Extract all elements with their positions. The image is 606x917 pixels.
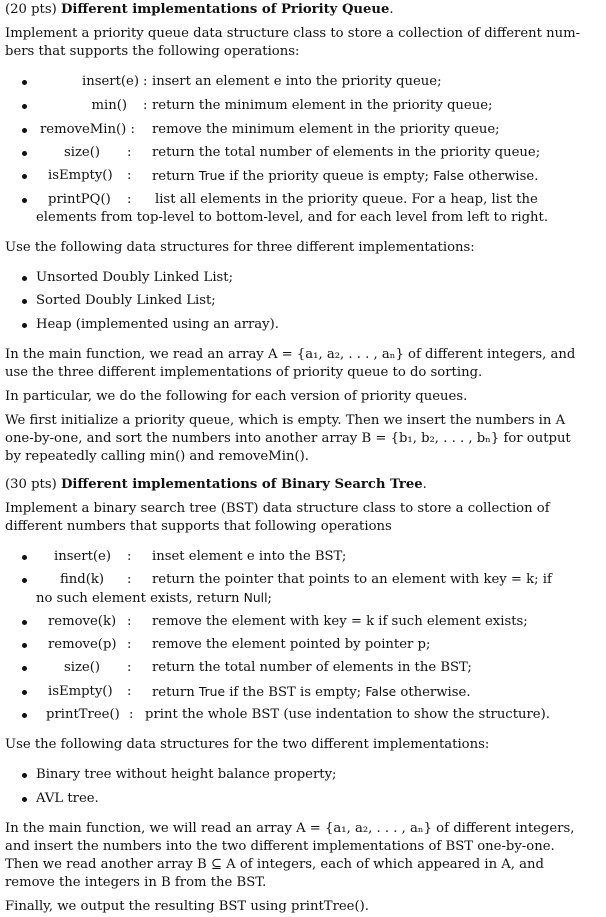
document-page: (20 pts) Different implementations of Priority Queue. Implement a priority queue data structure class to store a collection of different num- bers that supports the following operations: insert(e) : insert an element e into the priority queue; min() : return the minimum element in the priority queue; removeMin() : remove the minimum element in the priority queue; size() : return the total number of elements in the priority queue; isEmpty() : return True if the priority queue is empty; False otherwise. printPQ() : list all elements in the priority queue. For a heap, list the elements from top-level to bottom-level, and for each level from left to right. Use the following data structures for three different implementations: Unsorted Doubly Linked List; Sorted Doubly Linked List; Heap (implemented using an array). In the main function, we read an array A = {a₁, a₂, . . . , aₙ} of different integers, and use the three different implementations of priority queue to do sorting. In particular, we do the following for each version of priority queues. We first initialize a priority queue, which is empty. Then we insert the numbers in A one-by-one, and sort the numbers into another array B = {b₁, b₂, . . . , bₙ} for output by repeatedly calling min() and removeMin(). (30 pts) Different implementations of Binary Search Tree. Implement a binary search tree (BST) data structure class to store a collection of different numbers that supports that following operations insert(e) : inset element e into the BST; find(k) : return the pointer that points to an element with key = k; if no such element exists, return Null; remove(k) : remove the element with key = k if such element exists; remove(p) : remove the element pointed by pointer p; size() : return the total number of elements in the BST; isEmpty() : return True if the BST is empty; False otherwise. printTree() : print the whole BST (use indentation to show the structure). Use the following data structures for the two different implementations: Binary tree without height balance property; AVL tree. In the main function, we will read an array A = {a₁, a₂, . . . , aₙ} of different integers, and insert the numbers into the two different implementations of BST one-by-one. Then we read another array B ⊆ A of integers, each of which appeared in A, and remove the integers in B from the BST. Finally, we output the resulting BST using printTree().	[5, 2, 581, 914]
q1-op-size: size()	[64, 145, 101, 160]
q2-op-remove-key-desc: remove the element with key = k if such element exists;	[152, 614, 528, 629]
bullet	[22, 690, 27, 695]
q2-op-insert: insert(e)	[54, 549, 111, 564]
bullet	[22, 276, 27, 281]
q1-op-min: min()	[91, 98, 127, 113]
q2-op-remove-ptr-desc: remove the element pointed by pointer p;	[152, 637, 431, 652]
q2-op-find-desc: return the pointer that points to an element with key = k; if	[152, 572, 552, 587]
q1-op-min-desc: return the minimum element in the priority queue;	[152, 98, 493, 113]
q2-op-size: size()	[64, 660, 101, 675]
q2-final: Finally, we output the resulting BST using printTree().	[5, 899, 369, 914]
q2-op-insert-desc: inset element e into the BST;	[152, 549, 347, 564]
q2-op-remove-ptr: remove(p)	[48, 637, 117, 652]
q2-heading: (30 pts) Different implementations of Binary Search Tree.	[5, 477, 427, 492]
q1-intro-line-2: bers that supports the following operations:	[5, 44, 300, 59]
q1-impl-2: Sorted Doubly Linked List;	[36, 293, 216, 308]
bullet	[22, 578, 27, 583]
q2-use-text: Use the following data structures for the two different implementations:	[5, 737, 490, 752]
q1-heading: (20 pts) Different implementations of Priority Queue.	[5, 2, 394, 17]
q2-op-find: find(k)	[60, 572, 105, 587]
q2-op-size-desc: return the total number of elements in the BST;	[152, 660, 472, 675]
q1-main-line-2: use the three different implementations of priority queue to do sorting.	[5, 365, 483, 380]
q2-intro-line-1: Implement a binary search tree (BST) data structure class to store a collection of	[5, 501, 550, 516]
q1-op-insert: insert(e)	[82, 74, 139, 89]
bullet	[22, 174, 27, 179]
q2-op-printtree: printTree()	[46, 707, 120, 722]
q1-main-line-1: In the main function, we read an array A = {a₁, a₂, . . . , aₙ} of different integers, and	[5, 347, 576, 362]
q2-title: Different implementations of Binary Search Tree	[60, 477, 423, 492]
q2-main-line-3: Then we read another array B ⊆ A of integers, each of which appeared in A, and	[5, 857, 544, 872]
q1-impl-1: Unsorted Doubly Linked List;	[36, 270, 234, 285]
q2-points: (30 pts)	[5, 477, 57, 492]
q1-points: (20 pts)	[5, 2, 57, 17]
q2-main-line-1: In the main function, we will read an array A = {a₁, a₂, . . . , aₙ} of different integers,	[5, 821, 575, 836]
bullet	[22, 151, 27, 156]
bullet	[22, 323, 27, 328]
q1-init-line-2: one-by-one, and sort the numbers into another array B = {b₁, b₂, . . . , bₙ} for output	[5, 431, 571, 446]
bullet	[22, 713, 27, 718]
q1-op-printpq: printPQ()	[48, 192, 111, 207]
q2-op-find-cont: no such element exists, return Null;	[36, 591, 272, 606]
q2-op-printtree-desc: print the whole BST (use indentation to show the structure).	[145, 707, 550, 722]
q2-op-isempty: isEmpty()	[48, 684, 113, 699]
q1-init-line-1: We first initialize a priority queue, which is empty. Then we insert the numbers in A	[5, 413, 566, 428]
bullet	[22, 299, 27, 304]
q2-main-line-2: and insert the numbers into the two different implementations of BST one-by-one.	[5, 839, 555, 854]
q2-intro-line-2: different numbers that supports that following operations	[5, 519, 392, 534]
q1-particular: In particular, we do the following for each version of priority queues.	[5, 389, 468, 404]
q1-intro-line-1: Implement a priority queue data structure class to store a collection of different num-	[5, 26, 581, 41]
q1-op-removemin: removeMin() :	[40, 122, 135, 137]
q2-op-remove-key: remove(k)	[48, 614, 117, 629]
bullet	[22, 128, 27, 133]
q1-impl-3: Heap (implemented using an array).	[36, 317, 279, 332]
q1-op-insert-desc: insert an element e into the priority queue;	[152, 74, 442, 89]
bullet	[22, 198, 27, 203]
q1-use-text: Use the following data structures for three different implementations:	[5, 240, 475, 255]
bullet	[22, 643, 27, 648]
q1-op-isempty: isEmpty()	[48, 168, 113, 183]
q1-op-printpq-desc: list all elements in the priority queue. For a heap, list the	[155, 192, 538, 207]
q1-init-line-3: by repeatedly calling min() and removeMin().	[5, 449, 309, 464]
bullet	[22, 80, 27, 85]
bullet	[22, 555, 27, 560]
q1-op-isempty-desc: return True if the priority queue is empty; False otherwise.	[152, 169, 539, 184]
q1-title: Different implementations of Priority Queue	[60, 2, 390, 17]
q2-op-isempty-desc: return True if the BST is empty; False otherwise.	[152, 685, 471, 700]
q1-op-printpq-cont: elements from top-level to bottom-level, and for each level from left to right.	[36, 210, 549, 225]
bullet	[22, 620, 27, 625]
q1-op-removemin-desc: remove the minimum element in the priority queue;	[152, 122, 500, 137]
bullet	[22, 797, 27, 802]
bullet	[22, 773, 27, 778]
q2-impl-1: Binary tree without height balance property;	[36, 767, 337, 782]
q2-impl-2: AVL tree.	[36, 791, 99, 806]
bullet	[22, 666, 27, 671]
q1-op-size-desc: return the total number of elements in the priority queue;	[152, 145, 541, 160]
q2-main-line-4: remove the integers in B from the BST.	[5, 875, 267, 890]
bullet	[22, 104, 27, 109]
